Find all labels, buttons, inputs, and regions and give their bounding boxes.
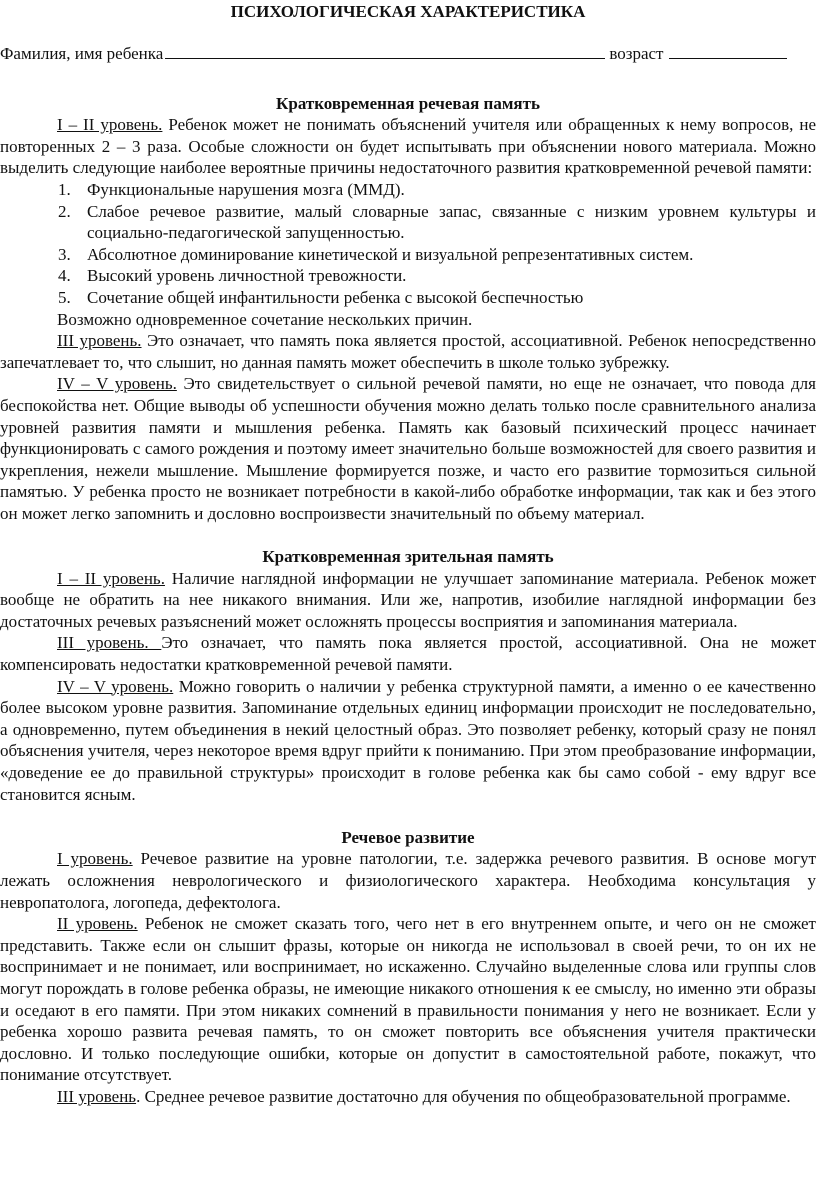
- paragraph-text: Это свидетельствует о сильной речевой памяти, но еще не означает, что повода для беспокойства нет. Общие выводы об успешности обучения можно делать только после сравнительного анализа уровней развития памяти и мышления ребенка. Память как базовый психический процесс начинает функционировать с самого рождения и поэтому имеет значительно больше возможностей для своего развития и укрепления, нежели мышление. Мышление формируется позже, и часто его развитие тормозиться сильной памятью. У ребенка просто не возникает потребности в какой-либо обработке информации, так как и без этого он может легко запомнить и дословно воспроизвести значительный по объему материал.: [0, 374, 816, 523]
- paragraph-text: . Среднее речевое развитие достаточно для обучения по общеобразовательной программе.: [136, 1086, 791, 1106]
- paragraph: [0, 913, 816, 1086]
- paragraph-text: Это означает, что память пока является простой, ассоциативной. Ребенок непосредственно запечатлевает то, что слышит, но данная память может обеспечить в школе только зубрежку.: [0, 331, 816, 372]
- age-label: возраст: [609, 44, 664, 63]
- list-item-text: Высокий уровень личностной тревожности.: [87, 266, 407, 286]
- paragraph-text: Это означает, что память пока является простой, ассоциативной. Она не может компенсировать недостатки кратковременной речевой памяти.: [0, 633, 816, 675]
- paragraph-text: Речевое развитие на уровне патологии, т.е. задержка речевого развития. В основе могут лежать осложнения неврологического и физиологического характера. Необходима консультация у невропатолога, логопеда, дефектолога.: [0, 849, 816, 912]
- document-title: ПСИХОЛОГИЧЕСКАЯ ХАРАКТЕРИСТИКА: [230, 2, 586, 21]
- causes-list: [0, 179, 816, 309]
- list-item-text: Абсолютное доминирование кинетической и визуальной репрезентативных систем.: [87, 244, 694, 264]
- paragraph: [0, 568, 816, 633]
- paragraph: [0, 330, 816, 373]
- child-name-label: Фамилия, имя ребенка: [0, 44, 164, 63]
- section-heading-visual-memory: Кратковременная зрительная память: [262, 547, 554, 567]
- list-item: [58, 287, 816, 309]
- level-label: I – II уровень.: [57, 115, 163, 135]
- list-item-text: Слабое речевое развитие, малый словарные запас, связанные с низким уровнем культуры и социально-педагогической запущенностью.: [87, 201, 816, 243]
- paragraph-text: Ребенок может не понимать объяснений учителя или обращенных к нему вопросов, не повторенных 2 – 3 раза. Особые сложности он будет испытывать при объяснении нового материала. Можно выделить следующие наиболее вероятные причины недостаточного развития кратковременной речевой памяти:: [0, 115, 816, 178]
- level-label: III уровень.: [57, 331, 142, 351]
- level-label: III уровень: [57, 1086, 137, 1106]
- level-label: I уровень.: [57, 849, 133, 869]
- level-label: I – II уровень.: [57, 568, 165, 588]
- paragraph: Возможно одновременное сочетание нескольких причин.: [57, 309, 473, 329]
- child-name-blank: [165, 44, 605, 59]
- list-item: [58, 265, 816, 287]
- paragraph: [0, 114, 816, 179]
- paragraph: [0, 676, 816, 806]
- paragraph-text: Можно говорить о наличии у ребенка структурной памяти, а именно о ее качественно более высоком уровне развития. Запоминание отдельных единиц информации происходит не последовательно, а одновременно, путем объединения в некий целостный образ. Это позволяет ребенку, который сразу не понял объяснения учителя, через некоторое время вдруг прийти к пониманию. При этом преобразование информации, «доведение ее до правильной структуры» происходит в голове ребенка как бы само собой - ему вдруг все становится ясным.: [0, 676, 816, 804]
- list-number: 4.: [58, 266, 71, 286]
- section-heading-verbal-memory: Кратковременная речевая память: [276, 93, 540, 113]
- paragraph: [0, 1086, 816, 1108]
- list-number: 1.: [58, 179, 71, 199]
- paragraph: [0, 373, 816, 524]
- paragraph: [0, 848, 816, 913]
- paragraph: [0, 632, 816, 675]
- list-item-text: Сочетание общей инфантильности ребенка с высокой беспечностью: [87, 287, 584, 307]
- list-item: [58, 179, 816, 201]
- child-info-line: [0, 43, 816, 65]
- list-item-text: Функциональные нарушения мозга (ММД).: [87, 179, 405, 199]
- level-label: IV – V уровень.: [57, 374, 177, 394]
- paragraph-text: Наличие наглядной информации не улучшает запоминание материала. Ребенок может вообще не обратить на нее никакого внимания. Или же, напротив, изобилие наглядной информации без достаточных речевых разъяснений может осложнять процессы восприятия и запоминания материала.: [0, 568, 816, 631]
- level-label: IV – V уровень.: [57, 676, 174, 696]
- level-label: II уровень.: [57, 914, 138, 934]
- age-blank: [669, 44, 787, 59]
- section-heading-speech-development: Речевое развитие: [341, 827, 475, 847]
- list-number: 3.: [58, 244, 71, 264]
- list-item: [58, 201, 816, 244]
- paragraph-text: Ребенок не сможет сказать того, чего нет в его внутреннем опыте, и чего он не сможет представить. Также если он слышит фразы, которые он никогда не использовал в своей речи, то он их не воспринимает и не понимает, или воспринимает, но искаженно. Случайно выделенные слова или группы слов могут порождать в голове ребенка образы, не имеющие никакого отношения к ее смыслу, но именно эти образы и оседают в его памяти. При этом никаких сомнений в правильности понимания у него не возникает. Если у ребенка хорошо развита речевая память, то он сможет повторить все объяснения учителя практически дословно. И только последующие ошибки, которые он допустит в самостоятельной работе, покажут, что понимание отсутствует.: [0, 914, 816, 1085]
- list-number: 2.: [58, 201, 71, 221]
- level-label: III уровень.: [57, 633, 162, 653]
- list-item: [58, 244, 816, 266]
- list-number: 5.: [58, 287, 71, 307]
